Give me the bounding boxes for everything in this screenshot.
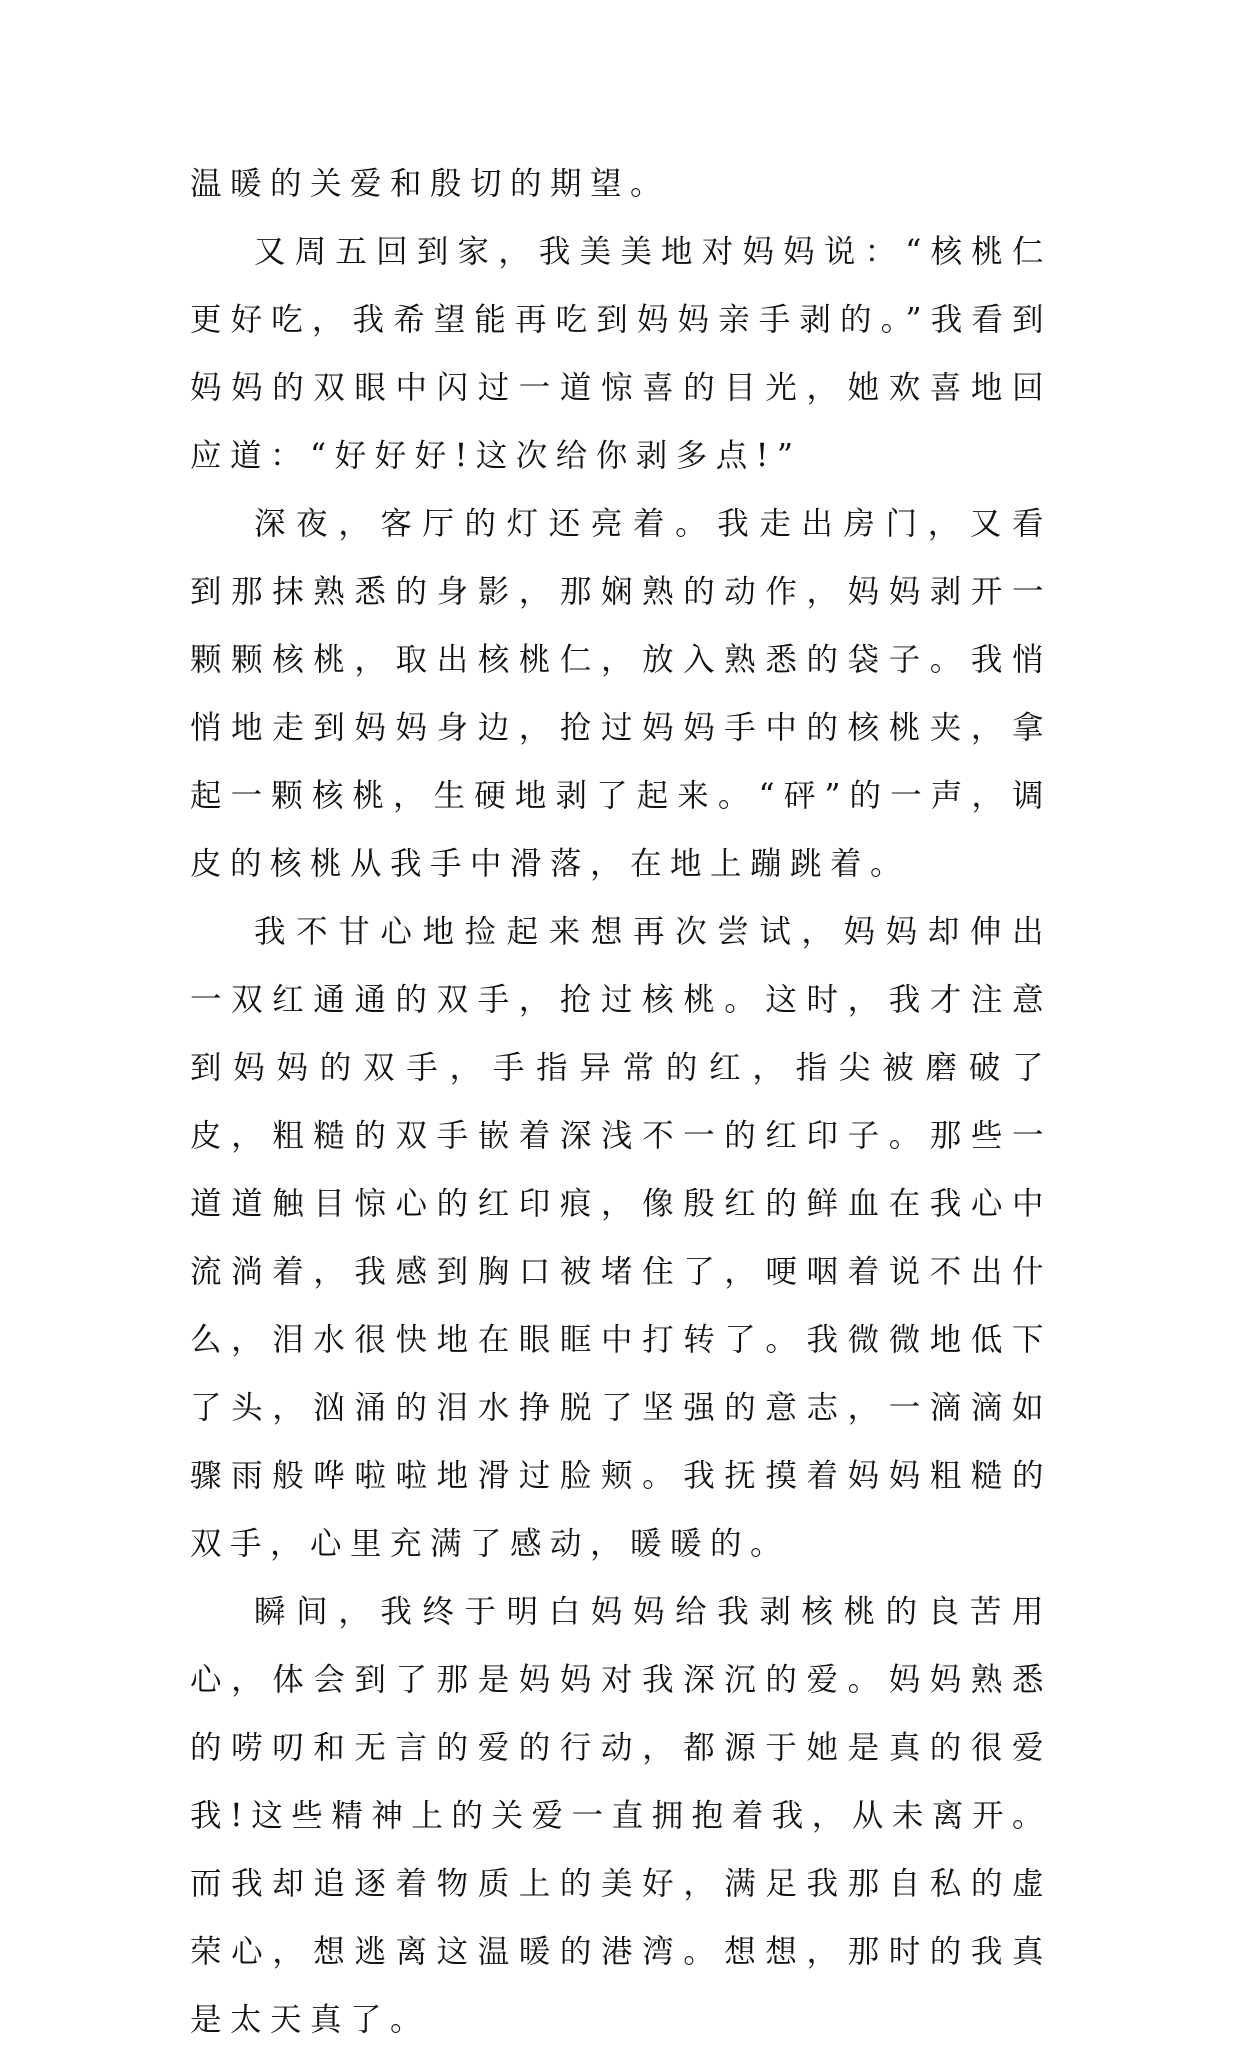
paragraph-4: 我不甘心地捡起来想再次尝试，妈妈却伸出一双红通通的双手，抢过核桃。这时，我才注意到妈妈的双手，手指异常的红，指尖被磨破了皮，粗糙的双手嵌着深浅不一的红印子。那些一道道触目惊心的红印痕，像殷红的鲜血在我心中流淌着，我感到胸口被堵住了，哽咽着说不出什么，泪水很快地在眼眶中打转了。我微微地低下了头，汹涌的泪水挣脱了坚强的意志，一滴滴如骤雨般哗啦啦地滑过脸颊。我抚摸着妈妈粗糙的双手，心里充满了感动，暖暖的。: [190, 914, 1052, 1562]
paragraph-2: 又周五回到家，我美美地对妈妈说：“核桃仁更好吃，我希望能再吃到妈妈亲手剥的。”我看到妈妈的双眼中闪过一道惊喜的目光，她欢喜地回应道：“好好好!这次给你剥多点!”: [190, 234, 1052, 474]
paragraph-3: 深夜，客厅的灯还亮着。我走出房门，又看到那抹熟悉的身影，那娴熟的动作，妈妈剥开一颗颗核桃，取出核桃仁，放入熟悉的袋子。我悄悄地走到妈妈身边，抢过妈妈手中的核桃夹，拿起一颗核桃，生硬地剥了起来。“砰”的一声，调皮的核桃从我手中滑落，在地上蹦跳着。: [190, 506, 1052, 882]
document-body: [190, 150, 1052, 2054]
paragraph-1: 温暖的关爱和殷切的期望。: [190, 166, 671, 202]
paragraph-5: 瞬间，我终于明白妈妈给我剥核桃的良苦用心，体会到了那是妈妈对我深沉的爱。妈妈熟悉的唠叨和无言的爱的行动，都源于她是真的很爱我!这些精神上的关爱一直拥抱着我，从未离开。而我却追逐着物质上的美好，满足我那自私的虚荣心，想逃离这温暖的港湾。想想，那时的我真是太天真了。: [190, 1594, 1052, 2038]
